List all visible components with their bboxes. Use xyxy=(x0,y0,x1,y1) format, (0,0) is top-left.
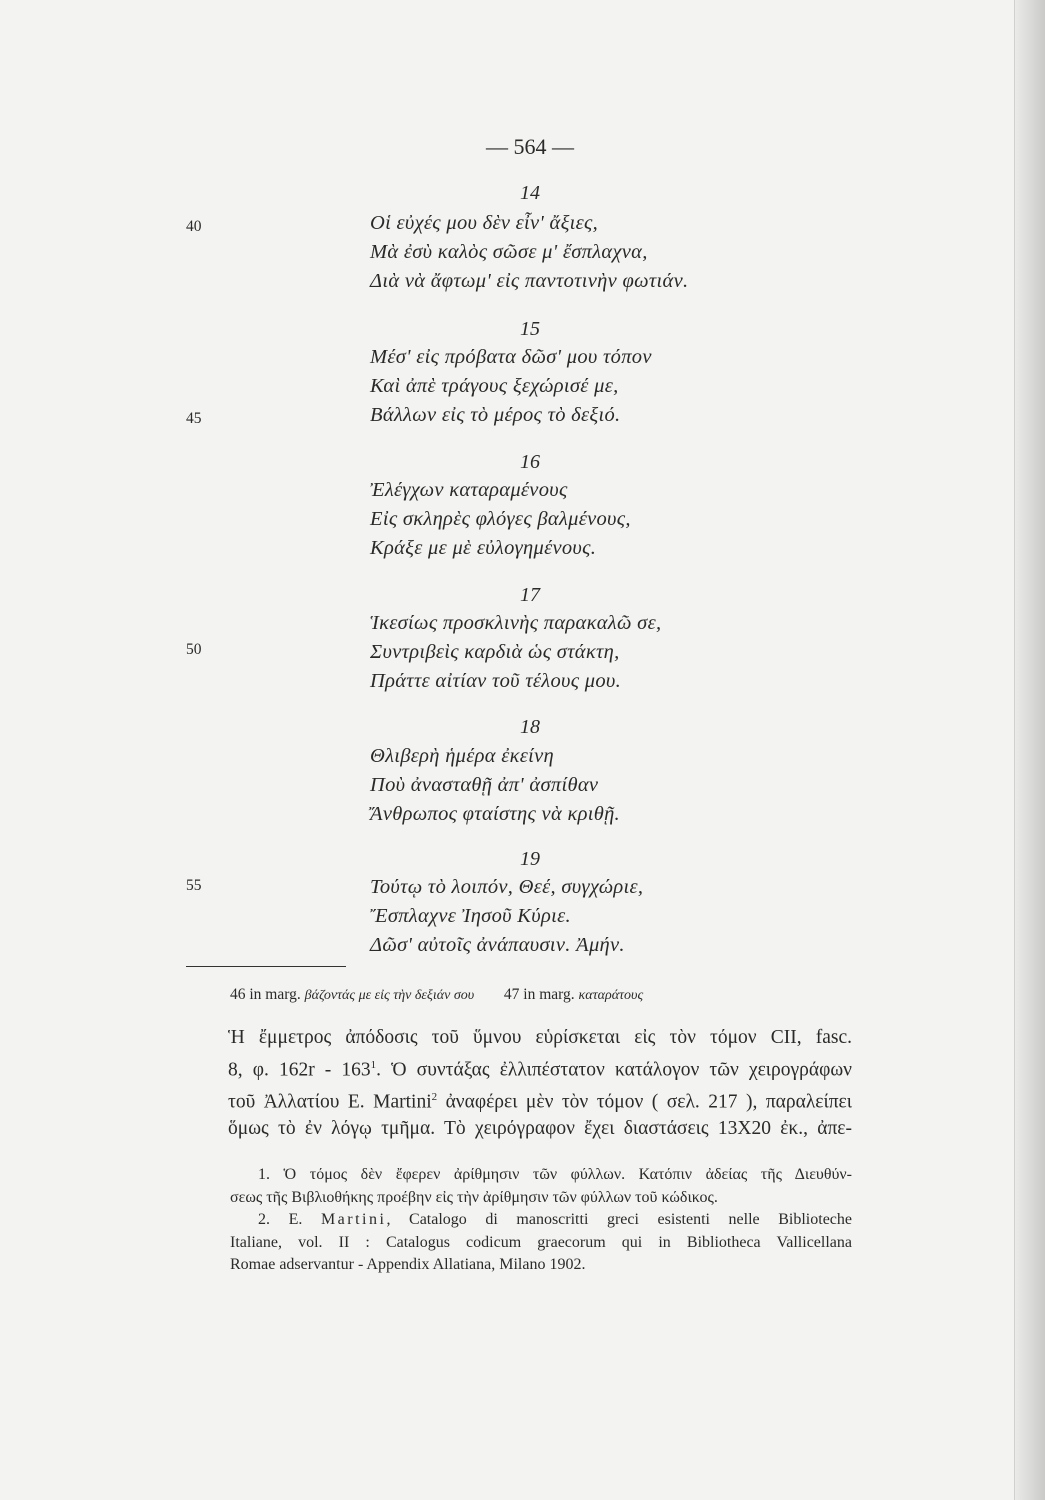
footnote-ref: 1 xyxy=(370,1058,377,1071)
verse-line: Κράξε με μὲ εὐλογημένους. xyxy=(370,537,597,559)
verse-line: Ἱκεσίως προσκλινὴς παρακαλῶ σε, xyxy=(370,612,662,634)
verse-line: Ἐλέγχων καταραμένους xyxy=(370,479,568,501)
body-line: 8, φ. $162r - 163^1$. Ὁ συντάξας ἐλλιπέστατον κατάλογον τῶν χειρογράφων xyxy=(228,1058,852,1080)
verse-line: Πράττε αἰτίαν τοῦ τέλους μου. xyxy=(370,670,622,692)
body-line: ὅμως τὸ ἐν λόγῳ τμῆμα. Τὸ χειρόγραφον ἔχει διαστάσεις 13Χ20 ἐκ., ἀπε- xyxy=(228,1117,852,1139)
verse-line: Συντριβεὶς καρδιὰ ὡς στάκτη, xyxy=(370,641,620,663)
author-name: Martini xyxy=(320,1211,387,1228)
verse-line: Δῶσ' αὐτοῖς ἀνάπαυσιν. Ἀμήν. xyxy=(370,934,625,956)
page-edge xyxy=(1014,0,1045,1500)
footnotes xyxy=(230,1164,852,1277)
footnote-1: 1. Ὁ τόμος δὲν ἔφερεν ἀρίθμησιν τῶν φύλλων. Κατόπιν ἀδείας τῆς Διευθύν- xyxy=(258,1166,852,1183)
stanza-number: 18 xyxy=(520,716,540,738)
verse-line: Ἔσπλαχνε Ἰησοῦ Κύριε. xyxy=(370,905,571,927)
verse-line: Διὰ νὰ ἄφτωμ' εἰς παντοτινὴν φωτιάν. xyxy=(370,270,689,292)
apparatus-reading: καταράτους xyxy=(578,988,644,1003)
apparatus-reading: βάζοντάς με εἰς τὴν δεξιάν σου xyxy=(304,988,475,1003)
apparatus-ref: 47 in marg. xyxy=(503,986,575,1003)
stanza-number: 16 xyxy=(520,451,540,473)
footnote-2: 2. E. Martini, Catalogo di manoscritti greci esistenti nelle Biblioteche xyxy=(258,1211,852,1228)
line-number-55: 55 xyxy=(186,877,202,894)
footnote-1-cont: σεως τῆς Βιβλιοθήκης προέβην εἰς τὴν ἀρίθμησιν τῶν φύλλων τοῦ κώδικος. xyxy=(230,1188,718,1206)
verse-line: Μὰ ἐσὺ καλὸς σῶσε μ' ἔσπλαχνα, xyxy=(370,241,648,263)
footnote-ref: 2 xyxy=(431,1090,438,1103)
line-number-40: 40 xyxy=(186,218,202,235)
verse-line: Καὶ ἀπὲ τράγους ξεχώρισέ με, xyxy=(370,375,619,397)
verse-line: Οἱ εὐχές μου δὲν εἶν' ἄξιες, xyxy=(370,212,599,234)
line-number-50: 50 xyxy=(186,641,202,658)
footnote-2-cont: Italiane, vol. II : Catalogus codicum graecorum qui in Bibliotheca Vallicellana xyxy=(230,1233,852,1251)
stanza-number: 15 xyxy=(520,318,540,340)
line-number-45: 45 xyxy=(186,410,202,427)
stanza-number: 17 xyxy=(520,584,540,606)
footnote-2-cont: Romae adservantur - Appendix Allatiana, Milano 1902. xyxy=(230,1256,586,1273)
critical-apparatus xyxy=(230,986,643,1004)
body-line: τοῦ Ἀλλατίου Ε. Martini$^2$ ἀναφέρει μὲν τὸν τόμον ( σελ. 217 ), παραλείπει xyxy=(228,1090,852,1112)
verse-line: Μέσ' εἰς πρόβατα δῶσ' μου τόπον xyxy=(370,346,652,368)
page-number: — 564 — xyxy=(486,134,574,159)
verse-line: Τούτῳ τὸ λοιπόν, Θεέ, συγχώριε, xyxy=(370,876,644,898)
verse-line: Βάλλων εἰς τὸ μέρος τὸ δεξιό. xyxy=(370,404,621,426)
verse-line: Ποὺ ἀνασταθῇ ἀπ' ἀσπίθαν xyxy=(370,774,599,796)
body-line: Ἡ ἔμμετρος ἀπόδοσις τοῦ ὕμνου εὑρίσκεται εἰς τὸν τόμον CII, fasc. xyxy=(228,1027,852,1048)
stanza-number: 19 xyxy=(520,848,540,870)
verse-line: Ἄνθρωπος φταίστης νὰ κριθῇ. xyxy=(370,803,620,825)
apparatus-ref: 46 in marg. xyxy=(230,986,301,1003)
verse-line: Εἰς σκληρὲς φλόγες βαλμένους, xyxy=(370,508,631,530)
apparatus-rule xyxy=(186,966,346,967)
body-paragraph xyxy=(228,1025,852,1142)
stanza-number: 14 xyxy=(520,182,540,204)
verse-line: Θλιβερὴ ἡμέρα ἐκείνη xyxy=(370,745,555,767)
